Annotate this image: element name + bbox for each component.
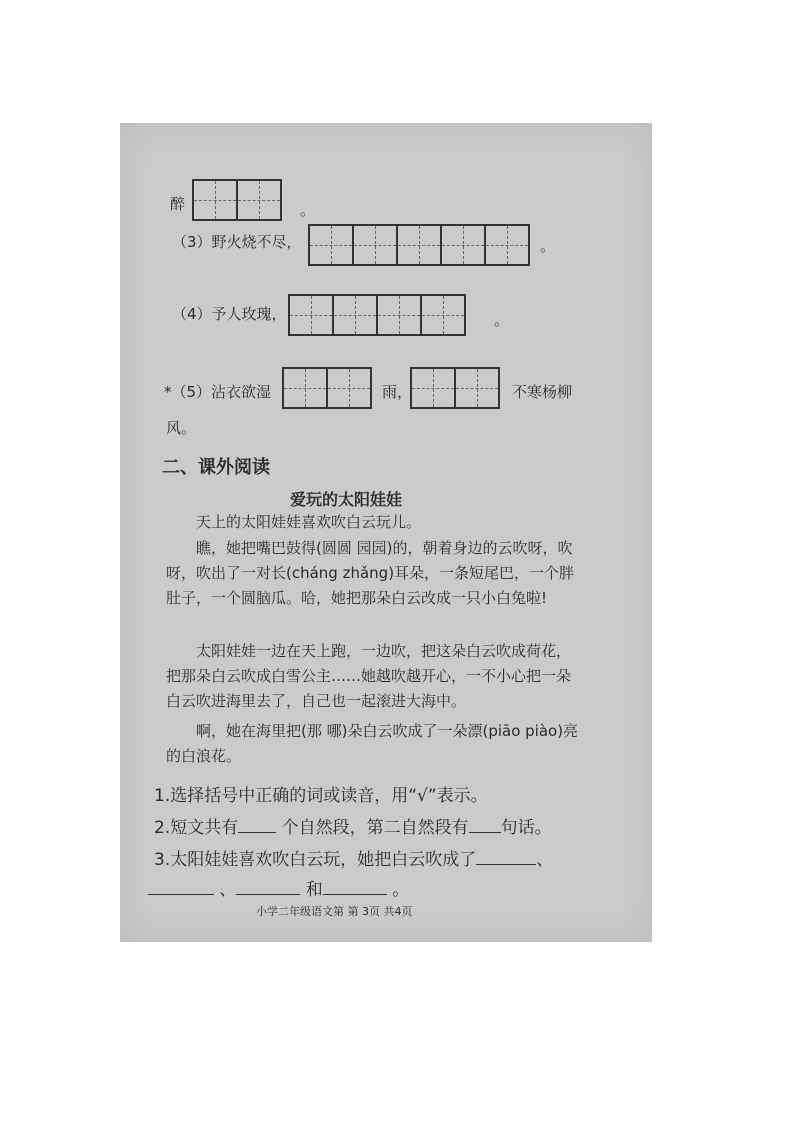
- line1-suffix: 。: [300, 201, 316, 219]
- question-2: [154, 813, 552, 838]
- answer-blank[interactable]: [148, 878, 214, 895]
- question-3-part-e: 。: [386, 880, 410, 900]
- question-3-part-b: 、: [536, 850, 554, 870]
- grid-cell[interactable]: [442, 226, 486, 264]
- grid-cell[interactable]: [354, 226, 398, 264]
- answer-blank[interactable]: [238, 816, 276, 833]
- line4-prefix: *（5）沾衣欲湿: [164, 383, 272, 401]
- grid-cell[interactable]: [238, 181, 282, 219]
- writing-grid-1[interactable]: [192, 179, 282, 221]
- question-2-part-c: 句话。: [500, 818, 552, 838]
- question-2-part-a: 2.短文共有: [154, 818, 239, 838]
- grid-cell[interactable]: [310, 226, 354, 264]
- question-3-continuation: [148, 875, 409, 900]
- line3-prefix: （4）予人玫瑰，: [172, 305, 287, 323]
- writing-grid-4a[interactable]: [282, 367, 372, 409]
- exam-page: [120, 123, 652, 942]
- article-paragraph-3: 太阳娃娃一边在天上跑，一边吹，把这朵白云吹成荷花，把那朵白云吹成白雪公主……她越吹越开心，一不小心把一朵白云吹进海里去了，自己也一起滚进大海中。: [166, 642, 572, 710]
- writing-grid-2[interactable]: [308, 224, 530, 266]
- question-3: [154, 845, 553, 870]
- page-footer: 小学二年级语文第 第 3页 共4页: [256, 905, 413, 918]
- line2-prefix: （3）野火烧不尽，: [172, 233, 302, 251]
- article-title: 爱玩的太阳娃娃: [290, 490, 403, 509]
- question-3-part-c: 、: [214, 880, 237, 900]
- grid-cell[interactable]: [290, 296, 334, 334]
- grid-cell[interactable]: [398, 226, 442, 264]
- article-paragraph-1: 天上的太阳娃娃喜欢吹白云玩儿。: [196, 513, 422, 531]
- question-2-part-b: 个自然段，第二自然段有: [276, 818, 469, 838]
- grid-cell[interactable]: [378, 296, 422, 334]
- grid-cell[interactable]: [486, 226, 530, 264]
- question-3-part-a: 3.太阳娃娃喜欢吹白云玩，她把白云吹成了: [154, 850, 477, 870]
- question-1: 1.选择括号中正确的词或读音，用“√”表示。: [154, 786, 488, 806]
- grid-cell[interactable]: [456, 369, 500, 407]
- answer-blank[interactable]: [236, 878, 300, 895]
- grid-cell[interactable]: [328, 369, 372, 407]
- writing-grid-3[interactable]: [288, 294, 466, 336]
- answer-blank[interactable]: [469, 816, 501, 833]
- line1-prefix: 醉: [170, 195, 186, 213]
- grid-cell[interactable]: [284, 369, 328, 407]
- writing-grid-4b[interactable]: [410, 367, 500, 409]
- article-paragraph-2: 瞧，她把嘴巴鼓得(圆圆 园园)的，朝着身边的云吹呀，吹呀，吹出了一对长(cháng zhǎng)耳朵，一条短尾巴，一个胖肚子，一个圆脑瓜。哈，她把那朵白云改成一只小白兔啦!: [166, 539, 575, 607]
- line4-mid: 雨，: [382, 383, 413, 401]
- article-paragraph-4: 啊，她在海里把(那 哪)朵白云吹成了一朵漂(piāo piào)亮的白浪花。: [166, 722, 579, 765]
- grid-cell[interactable]: [194, 181, 238, 219]
- line4-continuation: 风。: [166, 419, 197, 437]
- grid-cell[interactable]: [334, 296, 378, 334]
- grid-cell[interactable]: [422, 296, 466, 334]
- answer-blank[interactable]: [323, 878, 387, 895]
- line3-suffix: 。: [494, 311, 510, 329]
- answer-blank[interactable]: [476, 848, 536, 865]
- grid-cell[interactable]: [412, 369, 456, 407]
- question-3-part-d: 和: [300, 880, 323, 900]
- line4-suffix: 不寒杨柳: [512, 383, 573, 401]
- section-heading: 二、课外阅读: [162, 457, 270, 478]
- line2-suffix: 。: [540, 237, 556, 255]
